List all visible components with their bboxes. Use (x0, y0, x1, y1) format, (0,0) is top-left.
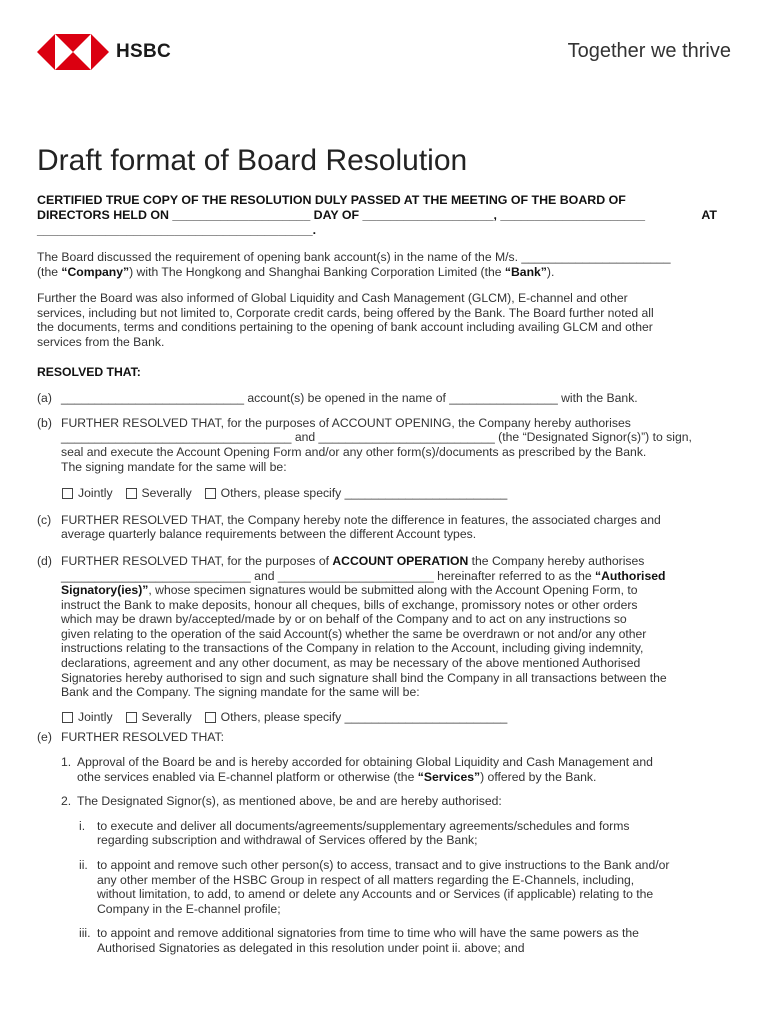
certified-line-2 (37, 208, 717, 223)
sub-point-ii-text (97, 858, 717, 916)
para2-line-1: Further the Board was also informed of Global Liquidity and Cash Management (GLCM), E-channel and other (37, 291, 628, 306)
signing-mandate-options-d (61, 710, 717, 725)
item-a (37, 391, 717, 406)
checkbox-icon[interactable] (62, 712, 73, 723)
item-d-line-3 (61, 583, 717, 598)
point-1-text-b: ) offered by the Bank. (480, 769, 597, 784)
item-e-point-2 (61, 794, 717, 809)
item-e-label: (e) (37, 730, 52, 745)
bank-term: “Bank” (504, 264, 547, 279)
point-1-line-2 (77, 770, 717, 785)
option-label: Others, please specify ________________________ (220, 486, 508, 501)
item-d-line-7: instructions relating to the transactions of the Company in relation to the Account, including giving indemnity, (61, 641, 644, 656)
para2-line-3: the documents, terms and conditions pertaining to the opening of bank account including availing GLCM and other (37, 320, 653, 335)
item-d-label: (d) (37, 553, 52, 568)
sub-point-i-line-2: regarding subscription and withdrawal of Services offered by the Bank; (97, 833, 478, 848)
sub-point-ii-line-1: to appoint and remove such other person(s) to access, transact and to give instructions to the Bank and/or (97, 858, 670, 872)
item-b-text (61, 416, 717, 474)
hsbc-logo (37, 34, 171, 70)
item-d-line-5: which may be drawn by/accepted/made by or on behalf of the Company and to act on any instructions so (61, 612, 627, 627)
hsbc-hexagon-icon (37, 34, 109, 70)
checkbox-icon[interactable] (205, 488, 216, 499)
option-label: Severally (141, 709, 192, 724)
point-1-text-a: othe services enabled via E-channel platform or otherwise (the (77, 769, 418, 784)
option-label: Jointly (78, 709, 113, 724)
checkbox-icon[interactable] (205, 712, 216, 723)
certified-at: AT (701, 208, 717, 222)
option-jointly-b[interactable] (61, 486, 113, 501)
checkbox-icon[interactable] (126, 488, 137, 499)
option-severally-d[interactable] (125, 710, 192, 725)
item-d-line-4: instruct the Bank to make deposits, honour all cheques, bills of exchange, promissory notes or other orders (61, 597, 638, 612)
item-c (37, 513, 717, 542)
account-operation-term: ACCOUNT OPERATION (332, 553, 469, 568)
item-d-text-2: the Company hereby authorises (468, 553, 645, 568)
document-body (37, 193, 717, 956)
item-b-line-2: __________________________________ and __________________________ (the “Designated Signor(s)”) to sign, (61, 430, 692, 445)
checkbox-icon[interactable] (62, 488, 73, 499)
para2-line-2: services, including but not limited to, Corporate credit cards, being offered by the Bank. The Board further noted all (37, 305, 654, 320)
item-c-line-1: FURTHER RESOLVED THAT, the Company hereby note the difference in features, the associated charges and (61, 512, 661, 527)
para1-line-1: The Board discussed the requirement of opening bank account(s) in the name of the M/s. ______________________ (37, 250, 671, 264)
sub-point-ii-line-3: without limitation, to add, to amend or delete any Accounts and or Services (if applicable) relating to the (97, 887, 654, 902)
item-a-text: ___________________________ account(s) be opened in the name of ________________ with the Bank. (61, 391, 638, 406)
item-d (37, 554, 717, 700)
item-e-point-1 (61, 755, 717, 784)
sub-point-i-label: i. (79, 818, 86, 833)
para1-text-3: ). (546, 264, 555, 279)
page-title: Draft format of Board Resolution (37, 144, 468, 178)
sub-point-ii-line-4: Company in the E-channel profile; (97, 901, 281, 916)
services-term: “Services” (417, 769, 481, 784)
item-c-line-2: average quarterly balance requirements between the different Account types. (61, 527, 477, 542)
tagline: Together we thrive (567, 40, 731, 62)
point-1-line-1: Approval of the Board be and is hereby accorded for obtaining Global Liquidity and Cash Management and (77, 755, 653, 770)
item-b (37, 416, 717, 474)
option-others-d[interactable] (204, 710, 508, 725)
item-a-label: (a) (37, 391, 52, 406)
brand-name: HSBC (116, 41, 172, 62)
certified-line-2-text: DIRECTORS HELD ON ____________________ DAY OF ___________________, _____________________ (37, 208, 646, 222)
point-1-text (77, 755, 717, 784)
item-e (37, 730, 717, 745)
paragraph-board-informed (37, 291, 717, 349)
sub-point-iii-label: iii. (79, 926, 91, 941)
para1-text-2: ) with The Hongkong and Shanghai Banking Corporation Limited (the (129, 264, 505, 279)
item-d-text-4: , whose specimen signatures would be submitted along with the Account Opening Form, to (148, 583, 638, 598)
item-d-line-9: Signatories hereby authorised to sign and such signature shall bind the Company in all transactions between the (61, 670, 667, 685)
sub-point-iii-line-2: Authorised Signatories as delegated in this resolution under point ii. above; and (97, 940, 525, 955)
point-1-label: 1. (61, 755, 72, 770)
sub-point-ii-label: ii. (79, 858, 88, 872)
para1-text: (the (37, 264, 62, 279)
company-term: “Company” (61, 264, 130, 279)
paragraph-board-discussed (37, 250, 717, 279)
sub-point-iii-line-1: to appoint and remove additional signatories from time to time who will have the same powers as the (97, 926, 639, 941)
resolved-heading: RESOLVED THAT: (37, 364, 141, 379)
certified-heading (37, 193, 717, 238)
sub-point-iii (79, 926, 717, 955)
option-jointly-d[interactable] (61, 710, 113, 725)
item-b-line-4: The signing mandate for the same will be: (61, 459, 287, 474)
item-e-text: FURTHER RESOLVED THAT: (61, 730, 224, 745)
authorised-term: “Authorised (595, 568, 666, 583)
item-b-line-3: seal and execute the Account Opening Form and/or any other form(s)/documents as prescribed by the Bank. (61, 444, 647, 459)
sub-point-iii-text (97, 926, 717, 955)
item-d-text (61, 554, 717, 700)
sub-point-i-line-1: to execute and deliver all documents/agreements/supplementary agreements/schedules and forms (97, 818, 630, 833)
signatories-term: Signatory(ies)” (61, 583, 149, 598)
para1-line-2 (37, 265, 717, 280)
item-d-line-6: given relating to the operation of the said Account(s) whether the same be overdrawn or not and/or any other (61, 626, 647, 641)
item-d-line-10: Bank and the Company. The signing mandate for the same will be: (61, 685, 420, 700)
sub-point-ii-line-2: any other member of the HSBC Group in respect of all matters regarding the E-Channels, including, (97, 872, 635, 887)
item-d-line-8: declarations, agreement and any other document, as may be necessary of the above mentioned Authorised (61, 656, 641, 671)
item-b-line-1: FURTHER RESOLVED THAT, for the purposes of ACCOUNT OPENING, the Company hereby authorises (61, 415, 631, 430)
sub-point-i (79, 819, 717, 848)
option-label: Jointly (78, 486, 113, 501)
option-severally-b[interactable] (125, 486, 192, 501)
para2-line-4: services from the Bank. (37, 334, 165, 349)
option-label: Severally (141, 486, 192, 501)
sub-point-ii (79, 858, 717, 916)
sub-point-i-text (97, 819, 717, 848)
point-2-label: 2. (61, 794, 72, 809)
checkbox-icon[interactable] (126, 712, 137, 723)
certified-line-1: CERTIFIED TRUE COPY OF THE RESOLUTION DULY PASSED AT THE MEETING OF THE BOARD OF (37, 193, 626, 207)
item-c-label: (c) (37, 512, 52, 527)
item-c-text (61, 513, 717, 542)
item-d-line-2 (61, 569, 717, 584)
item-d-text-1: FURTHER RESOLVED THAT, for the purposes of (61, 553, 333, 568)
signing-mandate-options-b (61, 486, 717, 501)
point-2-text: The Designated Signor(s), as mentioned above, be and are hereby authorised: (77, 794, 502, 809)
option-label: Others, please specify ________________________ (220, 709, 508, 724)
item-d-text-3: ____________________________ and _______________________ hereinafter referred to as the (61, 568, 596, 583)
certified-line-3: ________________________________________. (37, 223, 317, 237)
option-others-b[interactable] (204, 486, 508, 501)
item-d-line-1 (61, 554, 717, 569)
item-b-label: (b) (37, 415, 52, 430)
